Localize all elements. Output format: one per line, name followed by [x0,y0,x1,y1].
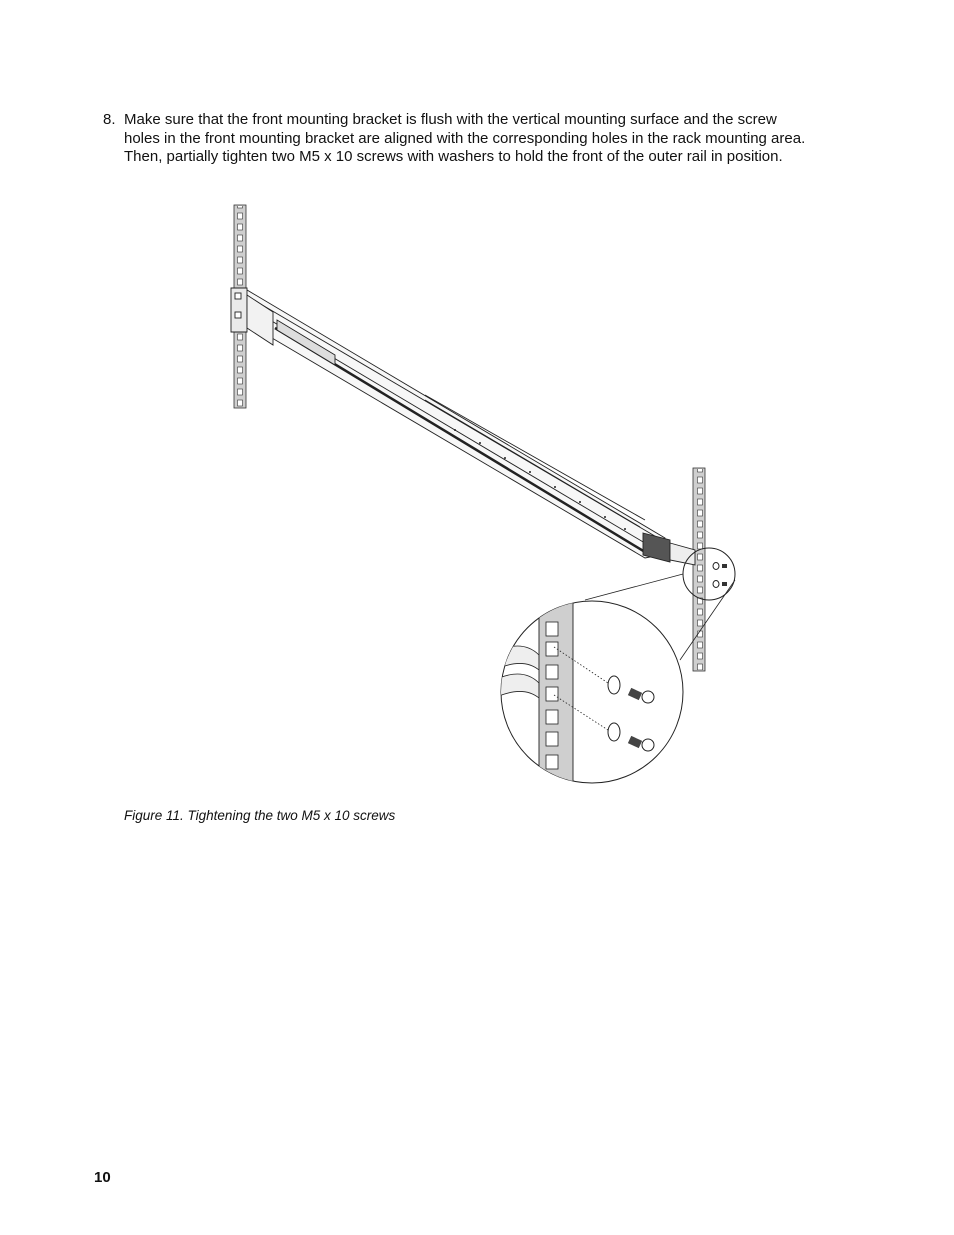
figure-caption: Figure 11. Tightening the two M5 x 10 screws [124,808,396,823]
front-rack-post [693,468,705,671]
step-text [124,111,844,167]
magnified-detail [499,600,683,790]
step-text-line: holes in the front mounting bracket are aligned with the corresponding holes in the rack mounting area. [124,129,806,147]
outer-rail [231,288,695,565]
page-number: 10 [94,1169,111,1186]
step-text-line: Make sure that the front mounting bracket is flush with the vertical mounting surface and the screw [124,111,777,128]
step-text-line: Then, partially tighten two M5 x 10 screws with washers to hold the front of the outer rail in position. [124,148,783,165]
rack-rail-illustration [225,200,745,790]
step-number: 8. [103,111,116,128]
